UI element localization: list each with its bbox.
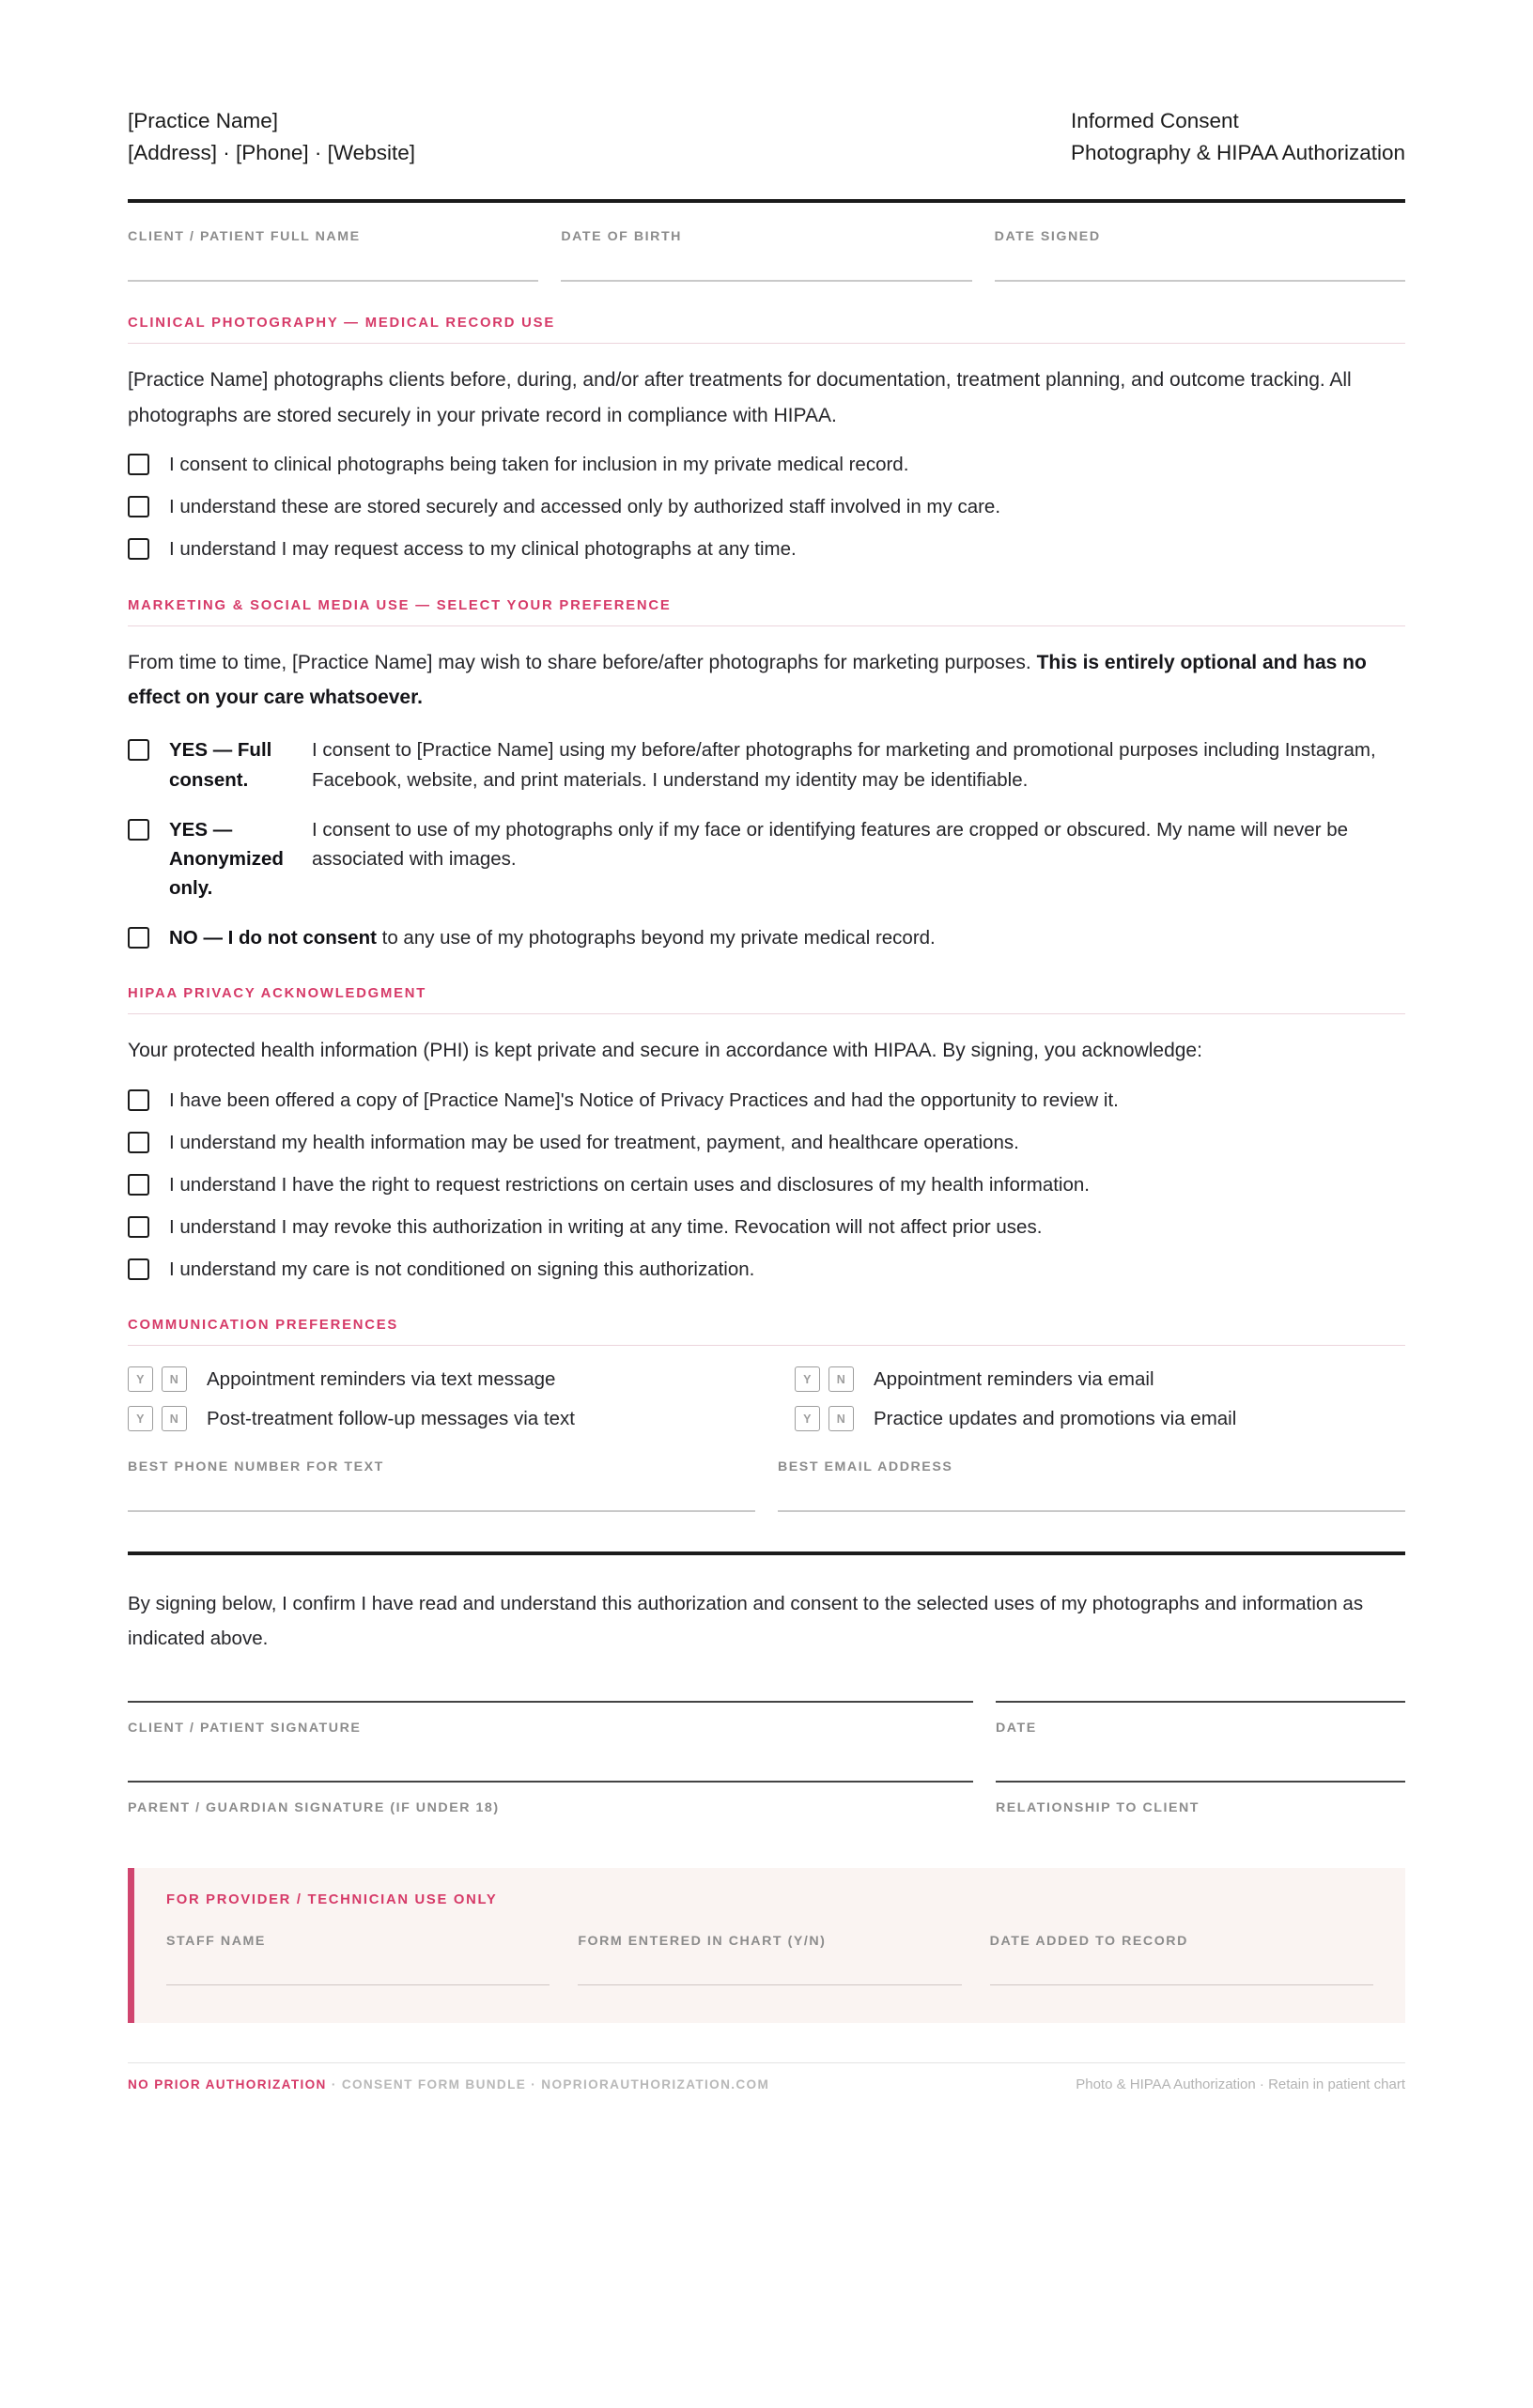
field-best-phone [128, 1459, 755, 1512]
check-item-label: I understand my health information may be used for treatment, payment, and healthcare operations. [169, 1131, 1019, 1153]
checkbox-icon[interactable] [128, 454, 149, 475]
field-label: FORM ENTERED IN CHART (Y/N) [578, 1934, 827, 1950]
comm-pref-practice-updates[interactable] [795, 1406, 1405, 1431]
field-date-of-birth [561, 229, 971, 282]
hipaa-intro-text: Your protected health information (PHI) is kept private and secure in accordance with HIPAA. By signing, you acknowledge: [128, 1040, 1202, 1062]
marketing-option-no-consent[interactable] [128, 923, 1405, 952]
check-item-label: I consent to clinical photographs being taken for inclusion in my private medical record. [169, 454, 909, 476]
field-label: BEST EMAIL ADDRESS [778, 1459, 953, 1475]
field-label: STAFF NAME [166, 1934, 266, 1950]
hipaa-checkbox-list [128, 1086, 1405, 1285]
field-staff-name [166, 1934, 550, 1985]
check-item[interactable] [128, 1086, 1405, 1115]
checkbox-icon[interactable] [128, 819, 149, 841]
marketing-option-full-consent[interactable] [128, 735, 1405, 794]
section-communication-preferences [128, 1318, 1405, 1512]
check-item[interactable] [128, 1255, 1405, 1284]
marketing-option-anonymized[interactable] [128, 815, 1405, 903]
date-signed-input[interactable] [995, 244, 1405, 282]
date-added-input[interactable] [990, 1984, 1373, 1985]
field-form-entered [578, 1934, 961, 1985]
comm-pref-text-reminders[interactable] [128, 1366, 738, 1392]
signature-label: RELATIONSHIP TO CLIENT [996, 1800, 1200, 1816]
field-date-added [990, 1934, 1373, 1985]
best-email-input[interactable] [778, 1474, 1405, 1512]
comm-pref-label: Practice updates and promotions via email [874, 1407, 1237, 1429]
no-box[interactable]: N [162, 1366, 187, 1392]
header-divider [128, 199, 1405, 203]
footer-tagline: · CONSENT FORM BUNDLE · NOPRIORAUTHORIZATION.COM [326, 2077, 770, 2092]
field-label: DATE OF BIRTH [561, 229, 682, 245]
provider-field-grid [166, 1934, 1373, 1985]
signature-label: CLIENT / PATIENT SIGNATURE [128, 1721, 362, 1737]
option-inline-text [169, 923, 1405, 952]
field-client-name [128, 229, 538, 282]
best-phone-input[interactable] [128, 1474, 755, 1512]
marketing-option-list [128, 735, 1405, 952]
option-label: NO — I do not consent [169, 927, 377, 949]
field-label: DATE SIGNED [994, 229, 1101, 245]
section-divider [128, 625, 1405, 626]
signature-line[interactable] [996, 1781, 1405, 1783]
field-label: DATE ADDED TO RECORD [989, 1934, 1188, 1950]
signature-field-relationship [996, 1781, 1405, 1815]
document-header [128, 0, 1405, 169]
signature-field-client [128, 1701, 973, 1736]
checkbox-icon[interactable] [128, 1089, 149, 1111]
comm-pref-label: Post-treatment follow-up messages via text [207, 1407, 575, 1429]
check-item[interactable] [128, 534, 1405, 563]
date-of-birth-input[interactable] [561, 244, 971, 282]
checkbox-icon[interactable] [128, 1258, 149, 1280]
clinical-intro-text: [Practice Name] photographs clients before, during, and/or after treatments for documentation, treatment planning, and outcome tracking. All photographs are stored securely in your private record in compliance with HIPAA. [128, 369, 1352, 426]
section-title: HIPAA PRIVACY ACKNOWLEDGMENT [128, 986, 427, 1002]
check-item-label: I understand I may request access to my clinical photographs at any time. [169, 538, 797, 561]
signoff-statement: By signing below, I confirm I have read and understand this authorization and consent to the selected uses of my photographs and information as indicated above. [128, 1593, 1364, 1649]
signature-line[interactable] [128, 1781, 973, 1783]
checkbox-icon[interactable] [128, 1216, 149, 1238]
comm-pref-label: Appointment reminders via email [874, 1367, 1154, 1390]
section-hipaa-privacy [128, 986, 1405, 1284]
document-footer [128, 2062, 1405, 2092]
check-item[interactable] [128, 492, 1405, 521]
field-label: BEST PHONE NUMBER FOR TEXT [128, 1459, 384, 1475]
staff-name-input[interactable] [166, 1984, 550, 1985]
signature-line[interactable] [128, 1701, 973, 1703]
option-label: YES — Full consent. [169, 739, 272, 791]
section-marketing-social-media [128, 598, 1405, 953]
option-description: I consent to use of my photographs only if my face or identifying features are cropped or obscured. My name will never be associated with images. [312, 818, 1349, 870]
marketing-intro-text [128, 645, 1405, 716]
comm-pref-followup-text[interactable] [128, 1406, 738, 1431]
yes-box[interactable]: Y [795, 1366, 820, 1392]
form-entered-input[interactable] [578, 1984, 961, 1985]
footer-brand-line [128, 2077, 769, 2092]
checkbox-icon[interactable] [128, 927, 149, 949]
section-divider [128, 1345, 1405, 1346]
checkbox-icon[interactable] [128, 1132, 149, 1153]
comm-pref-email-reminders[interactable] [795, 1366, 1405, 1392]
section-divider [128, 343, 1405, 344]
no-box[interactable]: N [828, 1406, 854, 1431]
check-item-label: I understand these are stored securely and accessed only by authorized staff involved in my care. [169, 496, 1001, 518]
checkbox-icon[interactable] [128, 496, 149, 517]
option-label: YES — Anonymized only. [169, 818, 284, 899]
section-clinical-photography [128, 316, 1405, 563]
option-description: I consent to [Practice Name] using my before/after photographs for marketing and promotional purposes including Instagram, Facebook, website, and print materials. I understand my identity may be identifiable. [312, 739, 1376, 791]
check-item[interactable] [128, 1128, 1405, 1157]
section-title: CLINICAL PHOTOGRAPHY — MEDICAL RECORD USE [128, 316, 555, 332]
check-item-label: I understand I may revoke this authorization in writing at any time. Revocation will not affect prior uses. [169, 1216, 1043, 1239]
communication-preference-grid [128, 1366, 1405, 1431]
comm-pref-label: Appointment reminders via text message [207, 1367, 556, 1390]
section-title: COMMUNICATION PREFERENCES [128, 1318, 399, 1334]
check-item-label: I understand I have the right to request restrictions on certain uses and disclosures of my health information. [169, 1173, 1090, 1196]
contact-field-row [128, 1459, 1405, 1512]
signature-label: PARENT / GUARDIAN SIGNATURE (IF UNDER 18) [128, 1800, 500, 1816]
footer-note: Photo & HIPAA Authorization · Retain in patient chart [1076, 2076, 1405, 2093]
checkbox-icon[interactable] [128, 538, 149, 560]
marketing-intro-normal: From time to time, [Practice Name] may wish to share before/after photographs for marketing purposes. [128, 651, 1037, 673]
provider-use-only-box [128, 1868, 1405, 2023]
identity-field-row [128, 229, 1405, 282]
clinical-checkbox-list [128, 450, 1405, 563]
option-description: to any use of my photographs beyond my private medical record. [376, 927, 936, 949]
check-item-label: I have been offered a copy of [Practice Name]'s Notice of Privacy Practices and had the opportunity to review it. [169, 1088, 1119, 1111]
document-subtitle: Photography & HIPAA Authorization [1070, 141, 1405, 165]
yes-box[interactable]: Y [128, 1406, 153, 1431]
check-item[interactable] [128, 450, 1405, 479]
client-name-input[interactable] [128, 244, 538, 282]
no-box[interactable]: N [828, 1366, 854, 1392]
check-item[interactable] [128, 1170, 1405, 1199]
check-item[interactable] [128, 1212, 1405, 1242]
footer-brand: NO PRIOR AUTHORIZATION [128, 2077, 327, 2092]
no-box[interactable]: N [162, 1406, 187, 1431]
signature-field-date [996, 1701, 1405, 1736]
practice-name: [Practice Name] [128, 109, 279, 132]
document-title: Informed Consent [1070, 109, 1239, 132]
yes-box[interactable]: Y [128, 1366, 153, 1392]
signature-row-client [128, 1701, 1405, 1736]
document-identity [1071, 105, 1405, 169]
practice-identity [128, 105, 415, 169]
field-date-signed [995, 229, 1405, 282]
field-label: CLIENT / PATIENT FULL NAME [128, 229, 361, 245]
practice-contact-line: [Address] · [Phone] · [Website] [128, 141, 415, 165]
signature-line[interactable] [996, 1701, 1405, 1703]
check-item-label: I understand my care is not conditioned on signing this authorization. [169, 1258, 755, 1281]
signature-label: DATE [996, 1721, 1037, 1737]
section-title: MARKETING & SOCIAL MEDIA USE — SELECT YOUR PREFERENCE [128, 597, 672, 613]
checkbox-icon[interactable] [128, 739, 149, 761]
yes-box[interactable]: Y [795, 1406, 820, 1431]
section-divider [128, 1013, 1405, 1014]
marketing-intro-emphasis: This is entirely optional and has no effect on your care whatsoever. [128, 651, 1367, 708]
checkbox-icon[interactable] [128, 1174, 149, 1196]
field-best-email [778, 1459, 1405, 1512]
signature-field-guardian [128, 1781, 973, 1815]
signoff-divider [128, 1551, 1405, 1555]
provider-box-title: FOR PROVIDER / TECHNICIAN USE ONLY [166, 1892, 498, 1908]
signature-row-guardian [128, 1781, 1405, 1815]
